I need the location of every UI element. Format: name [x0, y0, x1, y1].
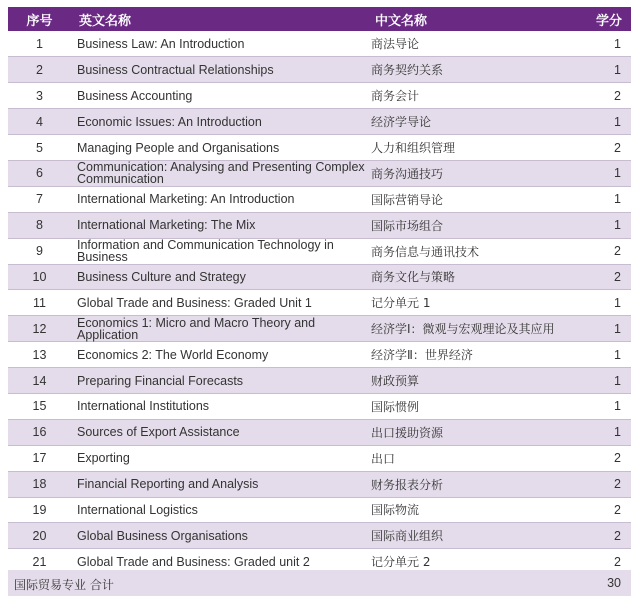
row-chinese-name: 国际市场组合	[367, 212, 587, 238]
row-number: 3	[8, 83, 71, 109]
row-english-name: Information and Communication Technology in Business	[71, 238, 367, 264]
row-english-name: Economics 2: The World Economy	[71, 342, 367, 368]
row-credit: 2	[587, 549, 631, 575]
row-english-name: Managing People and Organisations	[71, 135, 367, 161]
row-number: 12	[8, 316, 71, 342]
row-credit: 2	[587, 471, 631, 497]
table-row	[8, 316, 631, 342]
row-chinese-name: 商务沟通技巧	[367, 160, 587, 186]
row-credit: 2	[587, 238, 631, 264]
table-row	[8, 83, 631, 109]
total-value: 30	[607, 576, 621, 590]
row-credit: 2	[587, 445, 631, 471]
row-number: 9	[8, 238, 71, 264]
table-row	[8, 368, 631, 394]
row-english-name: Sources of Export Assistance	[71, 419, 367, 445]
row-english-name: Global Trade and Business: Graded unit 2	[71, 549, 367, 575]
header-english-name: 英文名称	[79, 12, 132, 28]
table-row	[8, 471, 631, 497]
header-chinese-name: 中文名称	[375, 12, 428, 28]
table-row	[8, 212, 631, 238]
row-number: 16	[8, 419, 71, 445]
row-number: 11	[8, 290, 71, 316]
row-number: 10	[8, 264, 71, 290]
row-credit: 2	[587, 264, 631, 290]
row-chinese-name: 财务报表分析	[367, 471, 587, 497]
row-chinese-name: 出口	[367, 445, 587, 471]
row-credit: 2	[587, 135, 631, 161]
table-row	[8, 186, 631, 212]
row-english-name: Business Culture and Strategy	[71, 264, 367, 290]
row-number: 6	[8, 160, 71, 186]
table-row	[8, 523, 631, 549]
row-credit: 1	[587, 368, 631, 394]
table-row	[8, 238, 631, 264]
row-credit: 1	[587, 160, 631, 186]
row-chinese-name: 人力和组织管理	[367, 135, 587, 161]
row-number: 17	[8, 445, 71, 471]
row-number: 7	[8, 186, 71, 212]
row-number: 20	[8, 523, 71, 549]
row-english-name: International Marketing: The Mix	[71, 212, 367, 238]
header-number: 序号	[26, 12, 53, 28]
row-credit: 2	[587, 523, 631, 549]
row-english-name: Economics 1: Micro and Macro Theory and Application	[71, 316, 367, 342]
table-row	[8, 31, 631, 57]
row-credit: 2	[587, 83, 631, 109]
table-body	[8, 31, 631, 575]
row-number: 1	[8, 31, 71, 57]
row-chinese-name: 商务文化与策略	[367, 264, 587, 290]
row-chinese-name: 国际物流	[367, 497, 587, 523]
row-chinese-name: 记分单元 1	[367, 290, 587, 316]
table-row	[8, 290, 631, 316]
total-row	[8, 570, 631, 596]
row-chinese-name: 经济学Ⅰ：微观与宏观理论及其应用	[367, 316, 587, 342]
row-chinese-name: 财政预算	[367, 368, 587, 394]
row-chinese-name: 国际商业组织	[367, 523, 587, 549]
row-number: 8	[8, 212, 71, 238]
row-chinese-name: 经济学Ⅱ：世界经济	[367, 342, 587, 368]
row-chinese-name: 记分单元 2	[367, 549, 587, 575]
row-english-name: Business Law: An Introduction	[71, 31, 367, 57]
table-row	[8, 445, 631, 471]
table-header-row	[8, 7, 631, 31]
table-row	[8, 160, 631, 186]
row-credit: 1	[587, 316, 631, 342]
row-number: 21	[8, 549, 71, 575]
row-english-name: Exporting	[71, 445, 367, 471]
row-english-name: Preparing Financial Forecasts	[71, 368, 367, 394]
row-number: 13	[8, 342, 71, 368]
row-english-name: Global Business Organisations	[71, 523, 367, 549]
row-chinese-name: 商务会计	[367, 83, 587, 109]
table-row	[8, 135, 631, 161]
row-english-name: Communication: Analysing and Presenting Complex Communication	[71, 160, 367, 186]
row-english-name: International Marketing: An Introduction	[71, 186, 367, 212]
row-credit: 1	[587, 290, 631, 316]
course-table	[8, 7, 631, 575]
row-credit: 1	[587, 186, 631, 212]
row-english-name: Financial Reporting and Analysis	[71, 471, 367, 497]
table-row	[8, 497, 631, 523]
header-credit: 学分	[595, 12, 622, 28]
row-english-name: Business Accounting	[71, 83, 367, 109]
row-english-name: International Logistics	[71, 497, 367, 523]
table-row	[8, 419, 631, 445]
row-credit: 1	[587, 393, 631, 419]
total-label: 国际贸易专业 合计	[14, 578, 114, 592]
row-credit: 1	[587, 31, 631, 57]
table-row	[8, 109, 631, 135]
row-number: 4	[8, 109, 71, 135]
row-chinese-name: 商务契约关系	[367, 57, 587, 83]
row-number: 5	[8, 135, 71, 161]
row-english-name: Global Trade and Business: Graded Unit 1	[71, 290, 367, 316]
row-chinese-name: 国际营销导论	[367, 186, 587, 212]
row-chinese-name: 经济学导论	[367, 109, 587, 135]
row-chinese-name: 出口援助资源	[367, 419, 587, 445]
row-credit: 1	[587, 57, 631, 83]
row-number: 15	[8, 393, 71, 419]
row-chinese-name: 国际惯例	[367, 393, 587, 419]
row-english-name: Economic Issues: An Introduction	[71, 109, 367, 135]
table-row	[8, 342, 631, 368]
row-number: 2	[8, 57, 71, 83]
row-number: 14	[8, 368, 71, 394]
row-chinese-name: 商法导论	[367, 31, 587, 57]
row-credit: 1	[587, 419, 631, 445]
row-english-name: Business Contractual Relationships	[71, 57, 367, 83]
table-row	[8, 57, 631, 83]
table-row	[8, 264, 631, 290]
row-number: 18	[8, 471, 71, 497]
row-chinese-name: 商务信息与通讯技术	[367, 238, 587, 264]
row-english-name: International Institutions	[71, 393, 367, 419]
row-credit: 2	[587, 497, 631, 523]
table-row	[8, 393, 631, 419]
row-credit: 1	[587, 342, 631, 368]
row-credit: 1	[587, 109, 631, 135]
row-credit: 1	[587, 212, 631, 238]
row-number: 19	[8, 497, 71, 523]
